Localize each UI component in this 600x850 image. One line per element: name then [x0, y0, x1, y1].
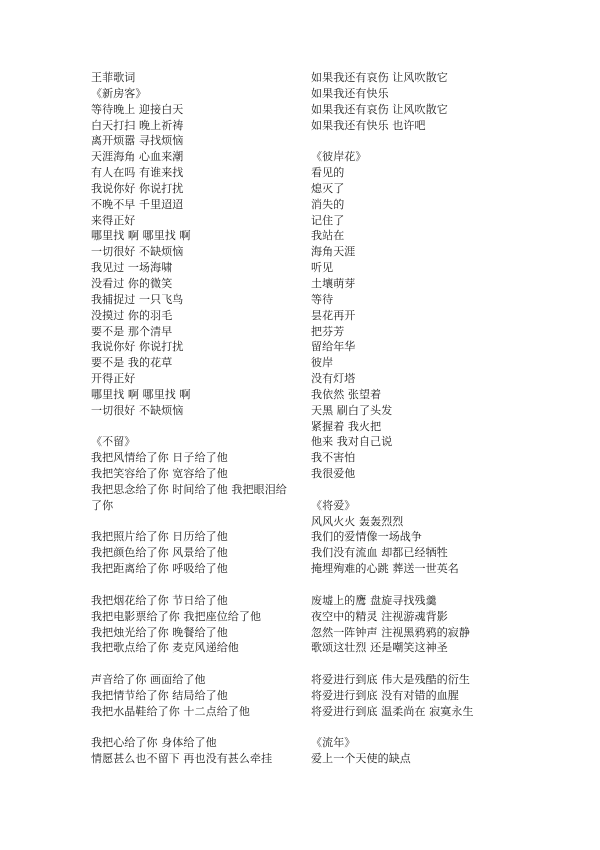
lyric-line: 开得正好 — [91, 372, 136, 386]
lyric-line: 忽然一阵钟声 注视黑鸦鸦的寂静 — [311, 625, 470, 639]
song-title: 《彼岸花》 — [311, 150, 367, 164]
lyric-line: 土壤萌芽 — [311, 276, 356, 290]
lyric-line: 看见的 — [311, 166, 345, 180]
lyric-line: 我把笑容给了你 宽容给了他 — [91, 467, 228, 481]
lyric-line: 我依然 张望着 — [311, 387, 382, 401]
blank-line — [311, 133, 511, 149]
lyric-line: 夜空中的精灵 注视游魂背影 — [311, 609, 448, 623]
lyric-line: 我捕捉过 一只飞鸟 — [91, 292, 184, 306]
lyric-line: 有人在吗 有谁来找 — [91, 166, 184, 180]
lyric-line: 如果我还有哀伤 让风吹散它 — [311, 102, 448, 116]
lyric-line: 没摸过 你的羽毛 — [91, 308, 173, 322]
lyric-line: 掩埋殉难的心跳 葬送一世英名 — [311, 562, 459, 576]
lyric-line: 哪里找 啊 哪里找 啊 — [91, 229, 191, 243]
lyric-line: 留给年华 — [311, 340, 356, 354]
lyric-line: 我把风情给了你 日子给了他 — [91, 451, 228, 465]
lyric-line: 我把电影票给了你 我把座位给了他 — [91, 609, 262, 623]
lyric-line: 我把心给了你 身体给了他 — [91, 736, 217, 750]
lyric-line: 来得正好 — [91, 213, 136, 227]
lyric-line: 如果我还有快乐 — [311, 86, 389, 100]
lyric-line: 一切很好 不缺烦恼 — [91, 245, 184, 259]
lyric-line: 我很爱他 — [311, 467, 356, 481]
lyric-line: 我说你好 你说打扰 — [91, 181, 184, 195]
lyric-line: 我把照片给了你 日历给了他 — [91, 530, 228, 544]
lyric-line: 如果我还有快乐 也许吧 — [311, 118, 426, 132]
lyric-line: 我把歌点给了你 麦克风递给他 — [91, 641, 239, 655]
blank-line — [91, 656, 301, 672]
lyric-line: 我说你好 你说打扰 — [91, 340, 184, 354]
lyric-line: 昙花再开 — [311, 308, 356, 322]
left-lyrics-column — [91, 70, 301, 767]
lyric-line: 我们的爱情像一场战争 — [311, 530, 422, 544]
lyric-line: 了你 — [91, 498, 114, 512]
lyric-line: 我把距离给了你 呼吸给了他 — [91, 562, 228, 576]
lyric-line: 一切很好 不缺烦恼 — [91, 403, 184, 417]
right-lyrics-column — [311, 70, 511, 767]
lyric-line: 我站在 — [311, 229, 345, 243]
lyric-line: 歌颂这壮烈 还是嘲笑这神圣 — [311, 641, 448, 655]
song-title: 《流年》 — [311, 736, 356, 750]
lyric-line: 我把思念给了你 时间给了他 我把眼泪给 — [91, 482, 287, 496]
lyric-line: 白天打扫 晚上祈祷 — [91, 118, 184, 132]
lyric-line: 我把烟花给了你 节日给了他 — [91, 593, 228, 607]
lyric-line: 等待晚上 迎接白天 — [91, 102, 184, 116]
lyric-line: 将爱进行到底 温柔尚在 寂寞永生 — [311, 704, 474, 718]
blank-line — [311, 577, 511, 593]
song-title: 《不留》 — [91, 435, 136, 449]
song-title: 《新房客》 — [91, 86, 147, 100]
lyric-line: 风风火火 轰轰烈烈 — [311, 514, 404, 528]
blank-line — [311, 720, 511, 736]
blank-line — [91, 577, 301, 593]
lyric-line: 消失的 — [311, 197, 345, 211]
blank-line — [91, 720, 301, 736]
lyric-line: 我把颜色给了你 风景给了他 — [91, 546, 228, 560]
lyric-line: 天涯海角 心血来潮 — [91, 150, 184, 164]
lyric-line: 海角天涯 — [311, 245, 356, 259]
lyric-line: 记住了 — [311, 213, 345, 227]
lyric-line: 不晚不早 千里迢迢 — [91, 197, 184, 211]
lyric-line: 我把情节给了你 结局给了他 — [91, 688, 228, 702]
lyric-line: 我不害怕 — [311, 451, 356, 465]
blank-line — [311, 482, 511, 498]
lyric-line: 听见 — [311, 261, 334, 275]
lyric-line: 废墟上的鹰 盘旋寻找残羹 — [311, 593, 437, 607]
lyric-line: 我见过 一场海啸 — [91, 261, 173, 275]
lyric-line: 声音给了你 画面给了他 — [91, 673, 206, 687]
lyric-line: 我把水晶鞋给了你 十二点给了他 — [91, 704, 250, 718]
lyric-line: 情愿甚么也不留下 再也没有甚么牵挂 — [91, 752, 273, 766]
lyric-line: 要不是 我的花草 — [91, 356, 173, 370]
blank-line — [311, 656, 511, 672]
blank-line — [91, 419, 301, 435]
lyric-line: 离开烦嚣 寻找烦恼 — [91, 134, 184, 148]
lyric-line: 如果我还有哀伤 让风吹散它 — [311, 71, 448, 84]
lyric-line: 王菲歌词 — [91, 71, 136, 84]
song-title: 《将爱》 — [311, 498, 356, 512]
lyric-line: 将爱进行到底 伟大是残酷的衍生 — [311, 673, 470, 687]
lyric-line: 等待 — [311, 292, 334, 306]
lyric-line: 天黑 刷白了头发 — [311, 403, 393, 417]
lyric-line: 没有灯塔 — [311, 372, 356, 386]
lyric-line: 哪里找 啊 哪里找 啊 — [91, 387, 191, 401]
lyric-line: 没看过 你的微笑 — [91, 276, 173, 290]
lyric-line: 他来 我对自己说 — [311, 435, 393, 449]
lyric-line: 彼岸 — [311, 356, 334, 370]
lyric-line: 把芬芳 — [311, 324, 345, 338]
lyric-line: 紧握着 我火把 — [311, 419, 382, 433]
lyric-line: 爱上一个天使的缺点 — [311, 752, 411, 766]
lyric-line: 熄灭了 — [311, 181, 345, 195]
lyric-line: 将爱进行到底 没有对错的血腥 — [311, 688, 459, 702]
lyric-line: 我们没有流血 却都已经牺牲 — [311, 546, 448, 560]
blank-line — [91, 514, 301, 530]
lyric-line: 我把烛光给了你 晚餐给了他 — [91, 625, 228, 639]
lyric-line: 要不是 那个清早 — [91, 324, 173, 338]
